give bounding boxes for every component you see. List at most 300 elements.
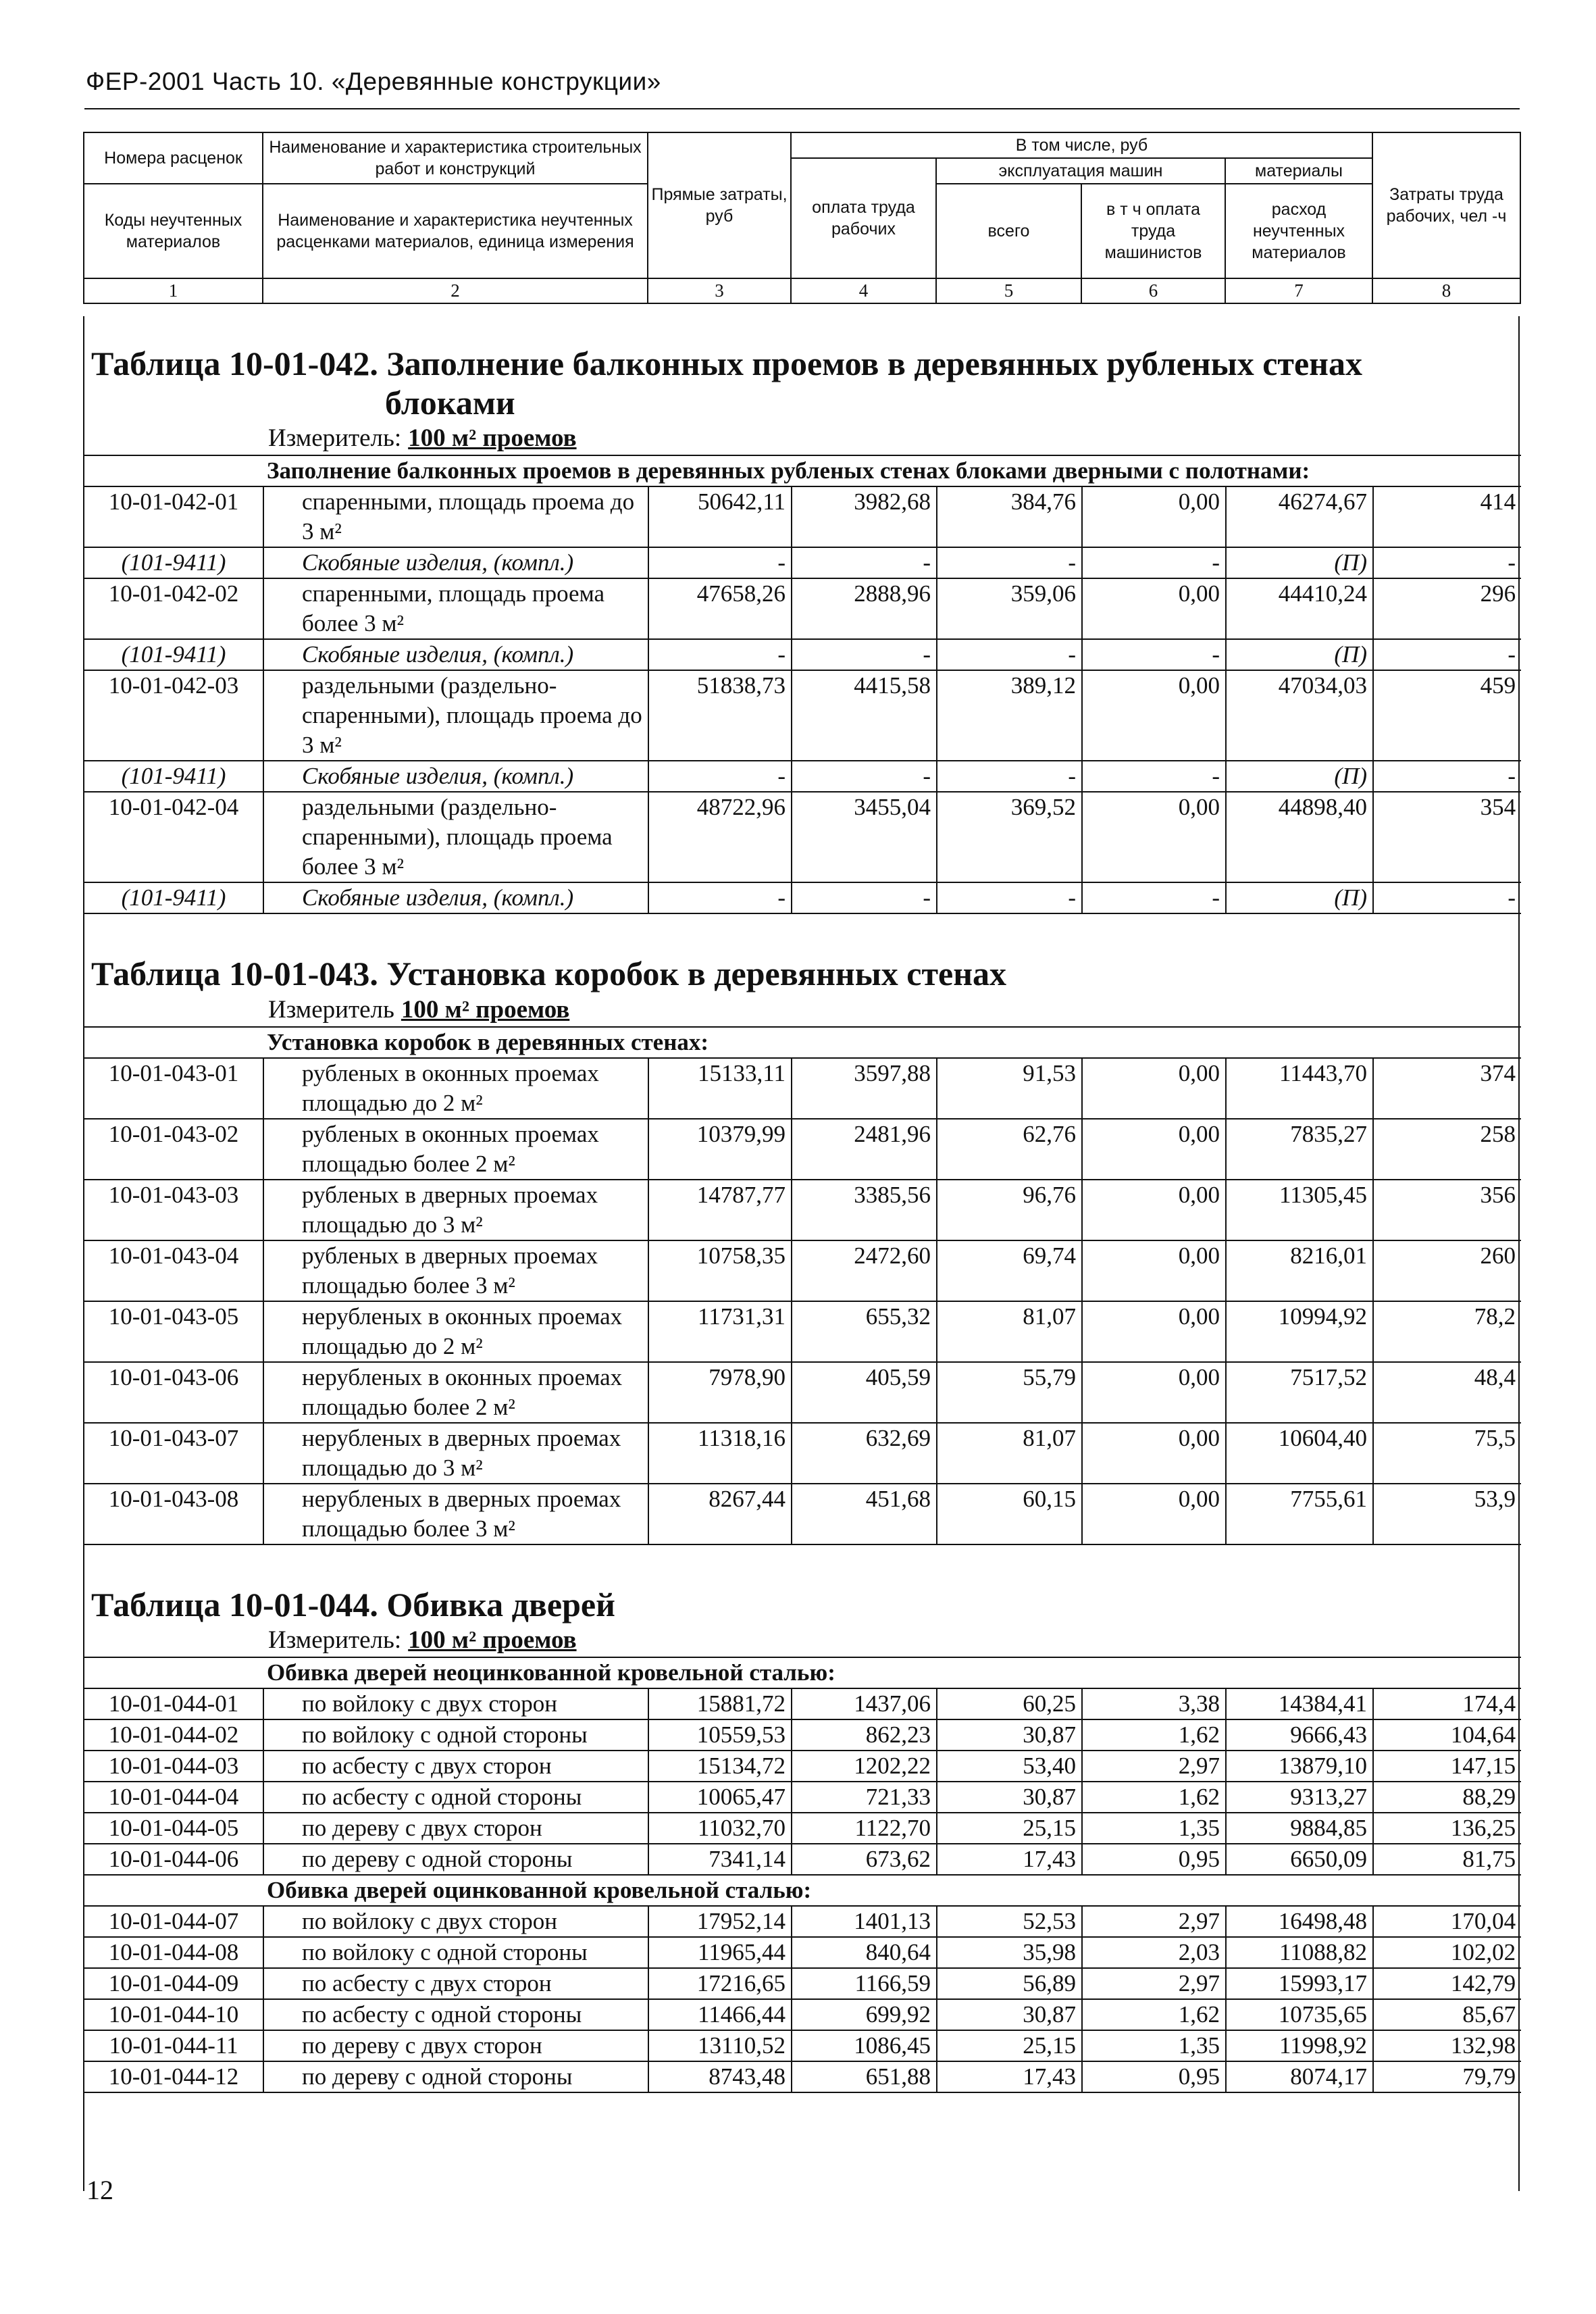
row-machines-total: 53,40 <box>937 1751 1082 1782</box>
row-machines-total: - <box>937 882 1082 913</box>
row-name: по войлоку с одной стороны <box>263 1937 648 1968</box>
row-name: раздельными (раздельно-спаренными), площадь проема до 3 м² <box>263 670 648 761</box>
row-direct-cost: 11318,16 <box>648 1423 792 1484</box>
row-materials: 10735,65 <box>1226 1999 1373 2030</box>
row-labor-hours: 374 <box>1373 1058 1521 1119</box>
row-name: по дереву с одной стороны <box>263 2061 648 2092</box>
row-code: (101-9411) <box>84 547 263 578</box>
row-machines-total: 52,53 <box>937 1906 1082 1937</box>
row-labor-hours: 88,29 <box>1373 1782 1521 1813</box>
table-row <box>84 1937 1521 1968</box>
row-labor-pay: 1202,22 <box>792 1751 937 1782</box>
row-machines-labor: 0,00 <box>1082 1423 1226 1484</box>
row-labor-pay: 651,88 <box>792 2061 937 2092</box>
price-table <box>84 1657 1521 2093</box>
row-code: 10-01-044-05 <box>84 1813 263 1844</box>
row-direct-cost: 8743,48 <box>648 2061 792 2092</box>
table-row <box>84 2030 1521 2061</box>
table-row <box>84 547 1521 578</box>
row-name: Скобяные изделия, (компл.) <box>263 639 648 670</box>
row-direct-cost: 11965,44 <box>648 1937 792 1968</box>
row-direct-cost: - <box>648 761 792 792</box>
row-labor-hours: 354 <box>1373 792 1521 882</box>
table-row <box>84 1180 1521 1240</box>
price-tables <box>83 316 1520 2191</box>
row-labor-hours: 414 <box>1373 486 1521 547</box>
table-row <box>84 578 1521 639</box>
row-name: рубленых в дверных проемах площадью более 3 м² <box>263 1240 648 1301</box>
row-machines-labor: 0,00 <box>1082 1301 1226 1362</box>
row-materials: 11305,45 <box>1226 1180 1373 1240</box>
row-labor-pay: 655,32 <box>792 1301 937 1362</box>
row-machines-total: 62,76 <box>937 1119 1082 1180</box>
row-direct-cost: 50642,11 <box>648 486 792 547</box>
row-materials: (П) <box>1226 639 1373 670</box>
row-name: по асбесту с двух сторон <box>263 1751 648 1782</box>
col-name-top: Наименование и характеристика строительных работ и конструкций <box>263 132 648 184</box>
row-machines-total: 25,15 <box>937 1813 1082 1844</box>
section-heading-row <box>84 455 1521 486</box>
row-labor-pay: 1437,06 <box>792 1688 937 1719</box>
row-labor-hours: - <box>1373 639 1521 670</box>
row-code: 10-01-043-03 <box>84 1180 263 1240</box>
section-heading: Обивка дверей неоцинкованной кровельной сталью: <box>84 1657 1521 1688</box>
price-table <box>84 455 1521 914</box>
row-machines-total: - <box>937 761 1082 792</box>
table-row <box>84 1301 1521 1362</box>
row-code: 10-01-044-03 <box>84 1751 263 1782</box>
row-machines-total: 81,07 <box>937 1423 1082 1484</box>
row-labor-pay: 3982,68 <box>792 486 937 547</box>
row-labor-hours: 78,2 <box>1373 1301 1521 1362</box>
page-number: 12 <box>86 2175 113 2205</box>
row-code: 10-01-043-07 <box>84 1423 263 1484</box>
table-row <box>84 1782 1521 1813</box>
row-labor-hours: 147,15 <box>1373 1751 1521 1782</box>
table-title <box>84 345 1518 422</box>
row-materials: (П) <box>1226 547 1373 578</box>
row-direct-cost: - <box>648 547 792 578</box>
row-materials: (П) <box>1226 882 1373 913</box>
row-labor-hours: 53,9 <box>1373 1484 1521 1544</box>
row-code: 10-01-044-06 <box>84 1844 263 1875</box>
table-row <box>84 1058 1521 1119</box>
row-machines-labor: 0,95 <box>1082 1844 1226 1875</box>
column-header-table <box>83 132 1521 304</box>
row-labor-pay: 632,69 <box>792 1423 937 1484</box>
running-title: ФЕР-2001 Часть 10. «Деревянные конструкции» <box>86 68 661 95</box>
row-materials: 11443,70 <box>1226 1058 1373 1119</box>
row-direct-cost: 10065,47 <box>648 1782 792 1813</box>
col-machines-total: всего <box>936 184 1081 278</box>
row-labor-hours: 459 <box>1373 670 1521 761</box>
row-code: (101-9411) <box>84 882 263 913</box>
row-materials: 44410,24 <box>1226 578 1373 639</box>
row-labor-hours: 104,64 <box>1373 1719 1521 1751</box>
row-machines-labor: 0,00 <box>1082 792 1226 882</box>
table-title <box>84 1586 1518 1625</box>
header-rule <box>84 108 1520 109</box>
row-machines-labor: 0,00 <box>1082 1240 1226 1301</box>
meter-line <box>84 422 1518 455</box>
table-row <box>84 1751 1521 1782</box>
row-machines-labor: 1,35 <box>1082 2030 1226 2061</box>
row-code: 10-01-043-02 <box>84 1119 263 1180</box>
meter-value: 100 м² проемов <box>401 995 570 1024</box>
row-labor-hours: 296 <box>1373 578 1521 639</box>
row-labor-hours: 102,02 <box>1373 1937 1521 1968</box>
row-labor-pay: 1166,59 <box>792 1968 937 1999</box>
row-labor-hours: - <box>1373 882 1521 913</box>
col-materials: материалы <box>1225 158 1372 184</box>
row-direct-cost: 15134,72 <box>648 1751 792 1782</box>
row-machines-labor: 2,03 <box>1082 1937 1226 1968</box>
col-direct: Прямые затраты, руб <box>648 132 791 278</box>
meter-label: Измеритель: <box>268 1626 402 1654</box>
row-machines-labor: 1,62 <box>1082 1782 1226 1813</box>
row-machines-labor: 2,97 <box>1082 1751 1226 1782</box>
row-materials: 7835,27 <box>1226 1119 1373 1180</box>
row-machines-total: 369,52 <box>937 792 1082 882</box>
row-materials: 11088,82 <box>1226 1937 1373 1968</box>
col-name-bottom: Наименование и характеристика неучтенных расценками материалов, единица измерения <box>263 184 648 278</box>
row-machines-total: 384,76 <box>937 486 1082 547</box>
row-labor-pay: 2472,60 <box>792 1240 937 1301</box>
row-labor-hours: 260 <box>1373 1240 1521 1301</box>
table-row <box>84 1119 1521 1180</box>
row-machines-labor: 0,00 <box>1082 1119 1226 1180</box>
row-direct-cost: 10379,99 <box>648 1119 792 1180</box>
table-title-line: Таблица 10-01-042. Заполнение балконных проемов в деревянных рубленых стенах <box>91 345 1362 382</box>
row-materials: 14384,41 <box>1226 1688 1373 1719</box>
row-direct-cost: 8267,44 <box>648 1484 792 1544</box>
table-row <box>84 761 1521 792</box>
row-labor-hours: 136,25 <box>1373 1813 1521 1844</box>
row-machines-total: 30,87 <box>937 1719 1082 1751</box>
row-name: по дереву с двух сторон <box>263 1813 648 1844</box>
row-code: 10-01-044-04 <box>84 1782 263 1813</box>
row-machines-total: 359,06 <box>937 578 1082 639</box>
row-materials: 13879,10 <box>1226 1751 1373 1782</box>
row-direct-cost: 15133,11 <box>648 1058 792 1119</box>
row-code: 10-01-044-11 <box>84 2030 263 2061</box>
row-labor-hours: 132,98 <box>1373 2030 1521 2061</box>
row-materials: 8074,17 <box>1226 2061 1373 2092</box>
row-code: 10-01-043-06 <box>84 1362 263 1423</box>
row-direct-cost: 11466,44 <box>648 1999 792 2030</box>
table-row <box>84 1906 1521 1937</box>
row-labor-pay: 1122,70 <box>792 1813 937 1844</box>
row-name: Скобяные изделия, (компл.) <box>263 882 648 913</box>
row-labor-pay: 3597,88 <box>792 1058 937 1119</box>
row-labor-pay: 3455,04 <box>792 792 937 882</box>
row-direct-cost: 48722,96 <box>648 792 792 882</box>
row-code: 10-01-042-04 <box>84 792 263 882</box>
row-machines-labor: 1,62 <box>1082 1999 1226 2030</box>
row-labor-pay: 3385,56 <box>792 1180 937 1240</box>
section-heading-row <box>84 1657 1521 1688</box>
row-machines-total: 55,79 <box>937 1362 1082 1423</box>
row-machines-total: 25,15 <box>937 2030 1082 2061</box>
row-machines-total: 17,43 <box>937 2061 1082 2092</box>
row-name: по асбесту с двух сторон <box>263 1968 648 1999</box>
section-heading-row <box>84 1027 1521 1058</box>
row-machines-labor: 0,00 <box>1082 1362 1226 1423</box>
section-gap <box>84 1545 1518 1586</box>
table-row <box>84 1362 1521 1423</box>
section-heading-row <box>84 1875 1521 1906</box>
row-name: по войлоку с двух сторон <box>263 1688 648 1719</box>
row-name: по дереву с одной стороны <box>263 1844 648 1875</box>
row-machines-labor: 0,00 <box>1082 1058 1226 1119</box>
row-materials: 7517,52 <box>1226 1362 1373 1423</box>
meter-line <box>84 994 1518 1026</box>
row-direct-cost: 47658,26 <box>648 578 792 639</box>
row-direct-cost: - <box>648 882 792 913</box>
row-machines-labor: 0,00 <box>1082 670 1226 761</box>
meter-label: Измеритель: <box>268 424 402 452</box>
table-row <box>84 1999 1521 2030</box>
row-machines-total: 81,07 <box>937 1301 1082 1362</box>
row-labor-hours: 258 <box>1373 1119 1521 1180</box>
row-labor-pay: 673,62 <box>792 1844 937 1875</box>
col-hours: Затраты труда рабочих, чел -ч <box>1372 132 1520 278</box>
row-machines-labor: 1,62 <box>1082 1719 1226 1751</box>
section-heading: Установка коробок в деревянных стенах: <box>84 1027 1521 1058</box>
row-direct-cost: 11032,70 <box>648 1813 792 1844</box>
table-row <box>84 670 1521 761</box>
row-machines-labor: - <box>1082 547 1226 578</box>
row-machines-total: 60,25 <box>937 1688 1082 1719</box>
col-number: 3 <box>648 278 791 303</box>
row-machines-total: 30,87 <box>937 1782 1082 1813</box>
table-row <box>84 1813 1521 1844</box>
col-number: 4 <box>791 278 936 303</box>
row-name: по дереву с двух сторон <box>263 2030 648 2061</box>
row-machines-labor: - <box>1082 882 1226 913</box>
row-code: 10-01-044-09 <box>84 1968 263 1999</box>
row-materials: 11998,92 <box>1226 2030 1373 2061</box>
row-code: 10-01-044-01 <box>84 1688 263 1719</box>
row-direct-cost: 17216,65 <box>648 1968 792 1999</box>
row-name: по войлоку с одной стороны <box>263 1719 648 1751</box>
row-code: (101-9411) <box>84 761 263 792</box>
row-name: рубленых в оконных проемах площадью более 2 м² <box>263 1119 648 1180</box>
row-machines-labor: 2,97 <box>1082 1906 1226 1937</box>
row-code: 10-01-043-05 <box>84 1301 263 1362</box>
section-heading: Обивка дверей оцинкованной кровельной сталью: <box>84 1875 1521 1906</box>
row-name: Скобяные изделия, (компл.) <box>263 547 648 578</box>
row-code: 10-01-044-02 <box>84 1719 263 1751</box>
row-name: раздельными (раздельно-спаренными), площадь проема более 3 м² <box>263 792 648 882</box>
row-direct-cost: 14787,77 <box>648 1180 792 1240</box>
table-title-line: Таблица 10-01-043. Установка коробок в деревянных стенах <box>91 955 1007 992</box>
row-machines-labor: 0,95 <box>1082 2061 1226 2092</box>
row-machines-total: - <box>937 639 1082 670</box>
col-number: 8 <box>1372 278 1520 303</box>
row-direct-cost: 7341,14 <box>648 1844 792 1875</box>
row-name: по войлоку с двух сторон <box>263 1906 648 1937</box>
row-name: нерубленых в оконных проемах площадью до 2 м² <box>263 1301 648 1362</box>
meter-label: Измеритель <box>268 995 394 1024</box>
row-labor-pay: 840,64 <box>792 1937 937 1968</box>
row-materials: (П) <box>1226 761 1373 792</box>
row-code: 10-01-044-08 <box>84 1937 263 1968</box>
row-materials: 8216,01 <box>1226 1240 1373 1301</box>
meter-value: 100 м² проемов <box>408 1626 577 1654</box>
meter-value: 100 м² проемов <box>408 424 577 452</box>
row-labor-hours: 356 <box>1373 1180 1521 1240</box>
row-direct-cost: 11731,31 <box>648 1301 792 1362</box>
row-machines-labor: 0,00 <box>1082 1180 1226 1240</box>
row-labor-pay: 405,59 <box>792 1362 937 1423</box>
section-heading: Заполнение балконных проемов в деревянных рубленых стенах блоками дверными с полотнами: <box>84 455 1521 486</box>
row-name: спаренными, площадь проема до 3 м² <box>263 486 648 547</box>
row-machines-total: 91,53 <box>937 1058 1082 1119</box>
row-name: спаренными, площадь проема более 3 м² <box>263 578 648 639</box>
row-name: рубленых в оконных проемах площадью до 2 м² <box>263 1058 648 1119</box>
row-machines-labor: 1,35 <box>1082 1813 1226 1844</box>
row-materials: 9884,85 <box>1226 1813 1373 1844</box>
row-materials: 44898,40 <box>1226 792 1373 882</box>
col-number: 6 <box>1081 278 1225 303</box>
row-code: 10-01-043-04 <box>84 1240 263 1301</box>
table-row <box>84 1844 1521 1875</box>
row-labor-pay: 699,92 <box>792 1999 937 2030</box>
table-row <box>84 1968 1521 1999</box>
row-machines-labor: - <box>1082 639 1226 670</box>
table-title <box>84 955 1518 994</box>
row-machines-total: 389,12 <box>937 670 1082 761</box>
row-labor-hours: 48,4 <box>1373 1362 1521 1423</box>
row-labor-hours: 85,67 <box>1373 1999 1521 2030</box>
row-name: по асбесту с одной стороны <box>263 1999 648 2030</box>
row-materials: 10994,92 <box>1226 1301 1373 1362</box>
row-materials: 9313,27 <box>1226 1782 1373 1813</box>
row-code: 10-01-044-07 <box>84 1906 263 1937</box>
row-machines-total: 17,43 <box>937 1844 1082 1875</box>
meter-line <box>84 1624 1518 1657</box>
row-materials: 10604,40 <box>1226 1423 1373 1484</box>
row-labor-hours: 170,04 <box>1373 1906 1521 1937</box>
col-number: 2 <box>263 278 648 303</box>
row-labor-pay: 721,33 <box>792 1782 937 1813</box>
row-labor-pay: - <box>792 761 937 792</box>
row-direct-cost: 10559,53 <box>648 1719 792 1751</box>
table-row <box>84 1688 1521 1719</box>
row-code: 10-01-043-01 <box>84 1058 263 1119</box>
row-direct-cost: 10758,35 <box>648 1240 792 1301</box>
row-name: Скобяные изделия, (компл.) <box>263 761 648 792</box>
row-machines-labor: 0,00 <box>1082 486 1226 547</box>
table-title-line: блоками <box>385 383 515 422</box>
row-labor-pay: 2481,96 <box>792 1119 937 1180</box>
row-labor-hours: 79,79 <box>1373 2061 1521 2092</box>
row-code: 10-01-044-10 <box>84 1999 263 2030</box>
row-direct-cost: 7978,90 <box>648 1362 792 1423</box>
row-materials: 46274,67 <box>1226 486 1373 547</box>
table-row <box>84 2061 1521 2092</box>
row-materials: 9666,43 <box>1226 1719 1373 1751</box>
row-code: 10-01-043-08 <box>84 1484 263 1544</box>
row-labor-pay: - <box>792 882 937 913</box>
row-machines-total: - <box>937 547 1082 578</box>
row-labor-pay: - <box>792 547 937 578</box>
row-materials: 15993,17 <box>1226 1968 1373 1999</box>
row-materials: 7755,61 <box>1226 1484 1373 1544</box>
col-number: 7 <box>1225 278 1372 303</box>
row-labor-pay: 451,68 <box>792 1484 937 1544</box>
row-code: 10-01-044-12 <box>84 2061 263 2092</box>
row-machines-labor: 0,00 <box>1082 578 1226 639</box>
row-direct-cost: - <box>648 639 792 670</box>
col-code-bottom: Коды неучтенных материалов <box>84 184 263 278</box>
row-machines-total: 60,15 <box>937 1484 1082 1544</box>
row-machines-labor: 0,00 <box>1082 1484 1226 1544</box>
col-machines-labor: в т ч оплата труда машинистов <box>1081 184 1225 278</box>
row-labor-hours: - <box>1373 761 1521 792</box>
table-row <box>84 882 1521 913</box>
row-machines-total: 56,89 <box>937 1968 1082 1999</box>
table-title-line: Таблица 10-01-044. Обивка дверей <box>91 1585 615 1624</box>
row-labor-hours: 174,4 <box>1373 1688 1521 1719</box>
row-materials: 6650,09 <box>1226 1844 1373 1875</box>
row-labor-pay: 4415,58 <box>792 670 937 761</box>
table-row <box>84 486 1521 547</box>
row-name: нерубленых в оконных проемах площадью более 2 м² <box>263 1362 648 1423</box>
row-direct-cost: 51838,73 <box>648 670 792 761</box>
row-direct-cost: 17952,14 <box>648 1906 792 1937</box>
row-labor-hours: - <box>1373 547 1521 578</box>
row-materials: 47034,03 <box>1226 670 1373 761</box>
col-number: 5 <box>936 278 1081 303</box>
row-labor-pay: 862,23 <box>792 1719 937 1751</box>
col-incl: В том числе, руб <box>791 132 1372 158</box>
row-code: (101-9411) <box>84 639 263 670</box>
table-row <box>84 792 1521 882</box>
row-labor-hours: 81,75 <box>1373 1844 1521 1875</box>
section-gap <box>84 914 1518 955</box>
row-labor-hours: 142,79 <box>1373 1968 1521 1999</box>
row-machines-total: 35,98 <box>937 1937 1082 1968</box>
col-materials-unaccounted: расход неучтенных материалов <box>1225 184 1372 278</box>
row-name: по асбесту с одной стороны <box>263 1782 648 1813</box>
row-machines-labor: 3,38 <box>1082 1688 1226 1719</box>
row-direct-cost: 15881,72 <box>648 1688 792 1719</box>
row-labor-pay: 1086,45 <box>792 2030 937 2061</box>
table-row <box>84 1240 1521 1301</box>
row-machines-labor: 2,97 <box>1082 1968 1226 1999</box>
col-code-top: Номера расценок <box>84 132 263 184</box>
row-name: нерубленых в дверных проемах площадью до 3 м² <box>263 1423 648 1484</box>
col-machines: эксплуатация машин <box>936 158 1225 184</box>
table-row <box>84 1484 1521 1544</box>
table-row <box>84 1719 1521 1751</box>
row-name: нерубленых в дверных проемах площадью более 3 м² <box>263 1484 648 1544</box>
row-code: 10-01-042-02 <box>84 578 263 639</box>
row-machines-labor: - <box>1082 761 1226 792</box>
col-labor-pay: оплата труда рабочих <box>791 158 936 278</box>
row-labor-hours: 75,5 <box>1373 1423 1521 1484</box>
row-labor-pay: 1401,13 <box>792 1906 937 1937</box>
row-labor-pay: 2888,96 <box>792 578 937 639</box>
table-row <box>84 639 1521 670</box>
row-labor-pay: - <box>792 639 937 670</box>
price-table <box>84 1026 1521 1545</box>
row-name: рубленых в дверных проемах площадью до 3 м² <box>263 1180 648 1240</box>
row-machines-total: 96,76 <box>937 1180 1082 1240</box>
row-materials: 16498,48 <box>1226 1906 1373 1937</box>
